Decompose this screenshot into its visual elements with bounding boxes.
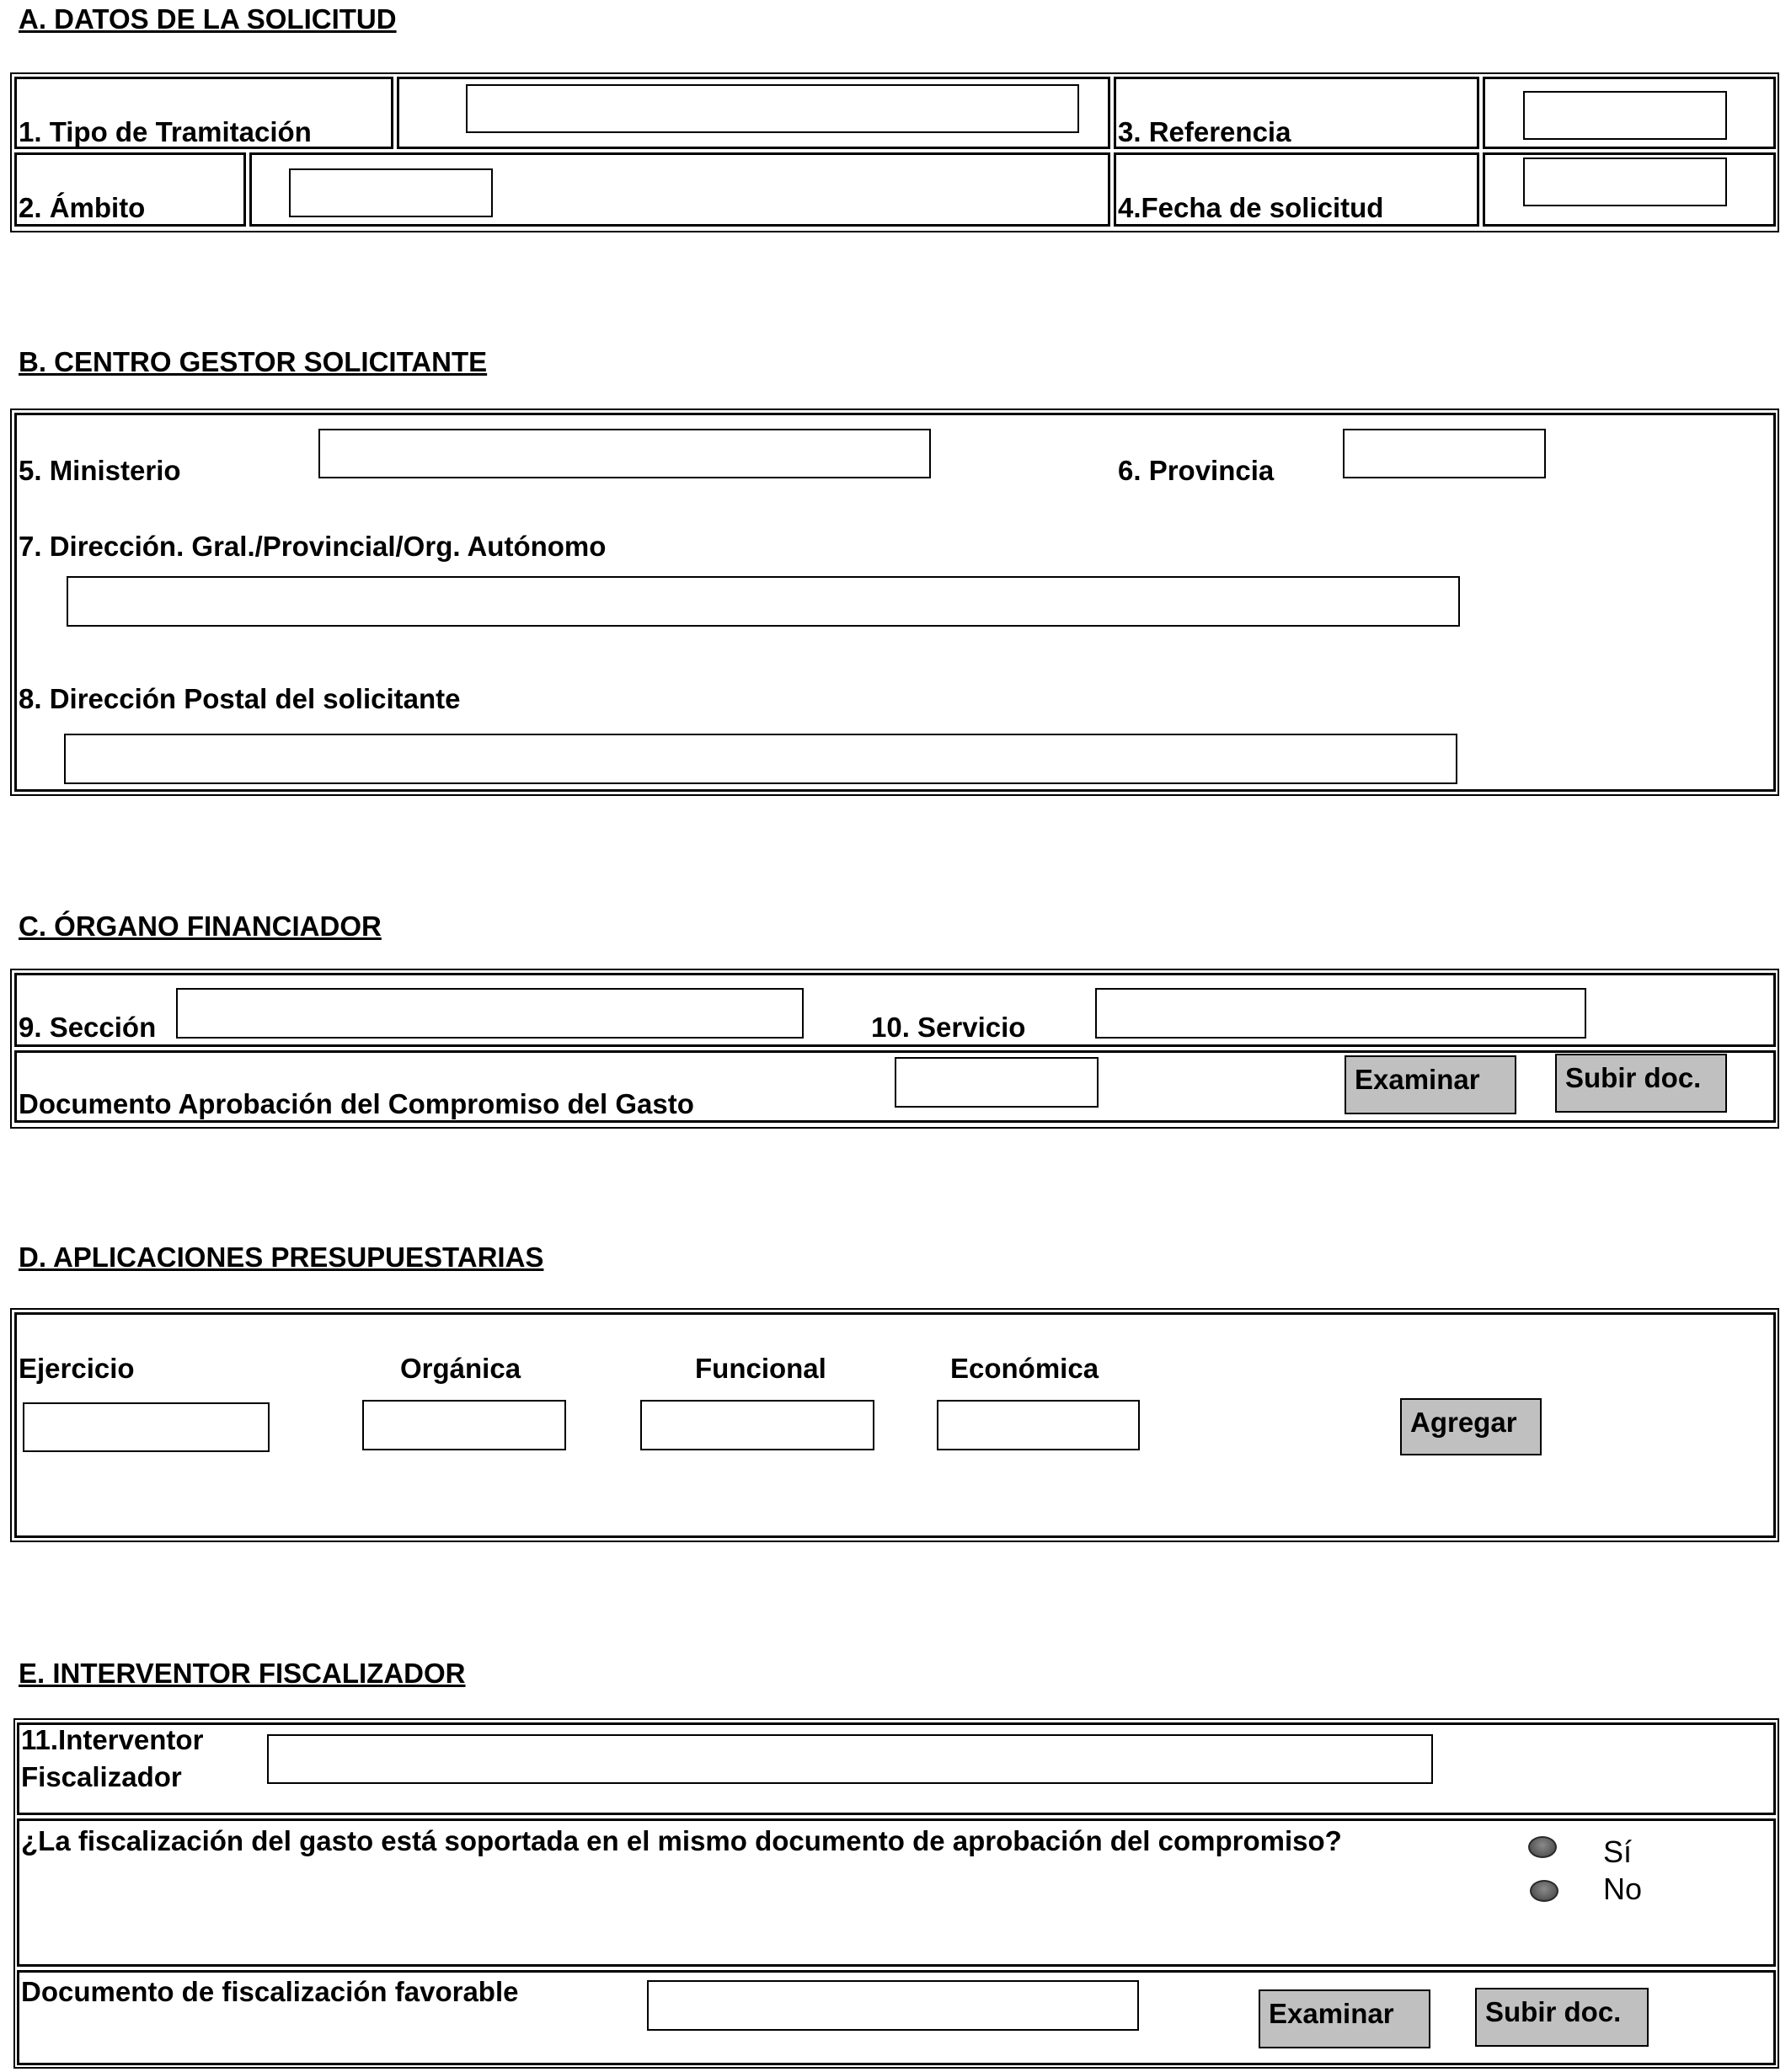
referencia-label: 3. Referencia [1118, 116, 1291, 147]
servicio-input[interactable] [1095, 988, 1586, 1039]
tipo-tramitacion-label: 1. Tipo de Tramitación [19, 116, 312, 147]
radio-no-label: No [1603, 1872, 1643, 1906]
ambito-input[interactable] [289, 168, 493, 217]
funcional-label: Funcional [695, 1353, 826, 1384]
section-e-heading: E. INTERVENTOR FISCALIZADOR [19, 1658, 466, 1689]
direccion-input[interactable] [67, 576, 1460, 627]
subir-doc-button[interactable]: Subir doc. [1555, 1054, 1727, 1113]
fecha-solicitud-input[interactable] [1523, 158, 1727, 206]
funcional-input[interactable] [640, 1400, 874, 1450]
ministerio-input[interactable] [318, 429, 931, 478]
economica-input[interactable] [937, 1400, 1140, 1450]
subir-doc-fiscalizacion-button[interactable]: Subir doc. [1475, 1988, 1649, 2047]
section-a-heading: A. DATOS DE LA SOLICITUD [19, 3, 397, 35]
tipo-tramitacion-input[interactable] [466, 84, 1079, 133]
section-c-heading: C. ÓRGANO FINANCIADOR [19, 911, 382, 942]
ambito-label: 2. Ámbito [19, 192, 146, 223]
section-d-heading: D. APLICACIONES PRESUPUESTARIAS [19, 1242, 544, 1273]
ministerio-label: 5. Ministerio [19, 455, 181, 486]
direccion-label: 7. Dirección. Gral./Provincial/Org. Autónomo [19, 531, 607, 562]
organica-input[interactable] [362, 1400, 566, 1450]
provincia-label: 6. Provincia [1118, 455, 1275, 486]
documento-aprobacion-input[interactable] [895, 1057, 1099, 1108]
ejercicio-input[interactable] [23, 1402, 270, 1452]
referencia-input[interactable] [1523, 91, 1727, 140]
fecha-solicitud-label: 4.Fecha de solicitud [1118, 192, 1384, 223]
direccion-postal-label: 8. Dirección Postal del solicitante [19, 683, 461, 714]
section-b-heading: B. CENTRO GESTOR SOLICITANTE [19, 346, 488, 377]
economica-label: Económica [950, 1353, 1099, 1384]
documento-fiscalizacion-input[interactable] [647, 1980, 1139, 2031]
seccion-label: 9. Sección [19, 1012, 157, 1043]
direccion-postal-input[interactable] [64, 734, 1457, 784]
organica-label: Orgánica [400, 1353, 521, 1384]
examinar-button[interactable]: Examinar [1345, 1055, 1516, 1114]
agregar-button[interactable]: Agregar [1400, 1398, 1542, 1455]
radio-no[interactable] [1530, 1880, 1558, 1902]
interventor-input[interactable] [267, 1734, 1433, 1784]
radio-si-label: Sí [1603, 1834, 1633, 1869]
documento-fiscalizacion-label: Documento de fiscalización favorable [21, 1976, 519, 2007]
servicio-label: 10. Servicio [871, 1012, 1026, 1043]
ejercicio-label: Ejercicio [19, 1353, 135, 1384]
fiscalizacion-question: ¿La fiscalización del gasto está soportada en el mismo documento de aprobación del compromiso? [21, 1825, 1342, 1856]
seccion-input[interactable] [176, 988, 804, 1039]
radio-si[interactable] [1528, 1836, 1557, 1858]
documento-aprobacion-label: Documento Aprobación del Compromiso del Gasto [19, 1088, 694, 1119]
examinar-fiscalizacion-button[interactable]: Examinar [1259, 1989, 1430, 2048]
interventor-label: 11.Interventor Fiscalizador [21, 1724, 204, 1792]
provincia-input[interactable] [1343, 429, 1546, 478]
